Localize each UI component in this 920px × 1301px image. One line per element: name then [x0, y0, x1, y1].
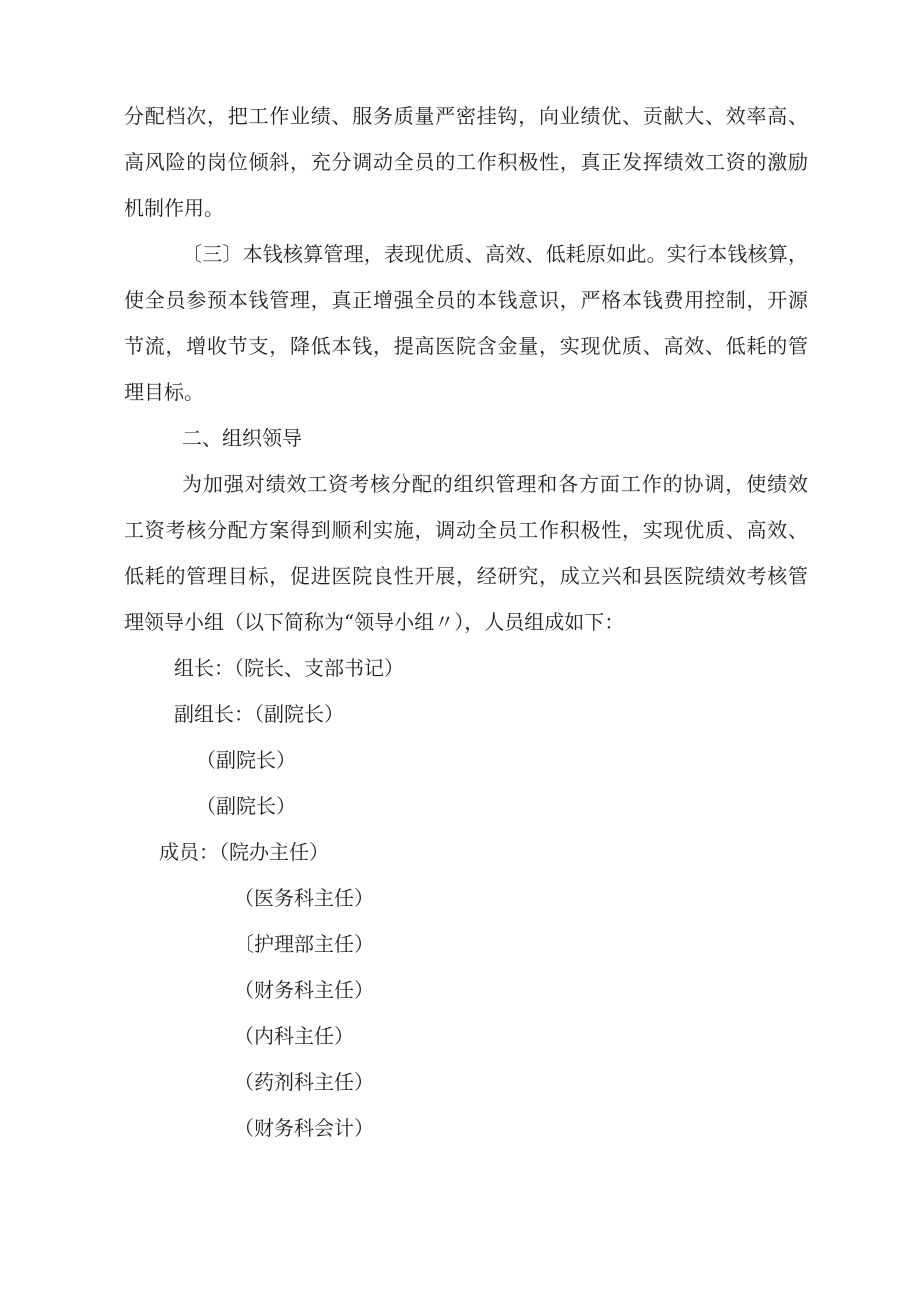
doc-line: 为加强对绩效工资考核分配的组织管理和各方面工作的协调，使绩效 — [182, 472, 808, 496]
doc-line: 使全员参预本钱管理，真正增强全员的本钱意识，严格本钱费用控制，开源 — [124, 288, 808, 312]
doc-line: （内科主任） — [234, 1024, 354, 1048]
doc-line: （副院长） — [196, 794, 296, 818]
doc-line: （财务科会计） — [234, 1116, 374, 1140]
doc-line: （财务科主任） — [234, 978, 374, 1002]
doc-line: （药剂科主任） — [234, 1070, 374, 1094]
document-text-block — [124, 93, 808, 1151]
doc-line: 〔护理部主任） — [234, 932, 374, 956]
doc-line: 理目标。 — [124, 380, 204, 404]
doc-line: （医务科主任） — [234, 886, 374, 910]
doc-line: 工资考核分配方案得到顺利实施，调动全员工作积极性，实现优质、高效、 — [124, 518, 808, 542]
doc-line: 低耗的管理目标，促进医院良性开展，经研究，成立兴和县医院绩效考核管 — [124, 564, 808, 588]
doc-line: 二、组织领导 — [182, 426, 302, 450]
doc-line: 成员：（院办主任） — [159, 840, 329, 864]
doc-line: 副组长：（副院长） — [174, 702, 344, 726]
doc-line: 高风险的岗位倾斜，充分调动全员的工作积极性，真正发挥绩效工资的激励 — [124, 150, 808, 174]
doc-line: 节流，增收节支，降低本钱，提高医院含金量，实现优质、高效、低耗的管 — [124, 334, 808, 358]
doc-line: 机制作用。 — [124, 196, 224, 220]
doc-line: 组长：（院长、支部书记） — [174, 656, 404, 680]
doc-line: 理领导小组（以下简称为“领导小组〃），人员组成如下： — [124, 610, 625, 634]
doc-line: （副院长） — [196, 748, 296, 772]
doc-line: 〔三〕本钱核算管理，表现优质、高效、低耗原如此。实行本钱核算， — [182, 242, 808, 266]
doc-line: 分配档次，把工作业绩、服务质量严密挂钩，向业绩优、贡献大、效率高、 — [124, 104, 808, 128]
